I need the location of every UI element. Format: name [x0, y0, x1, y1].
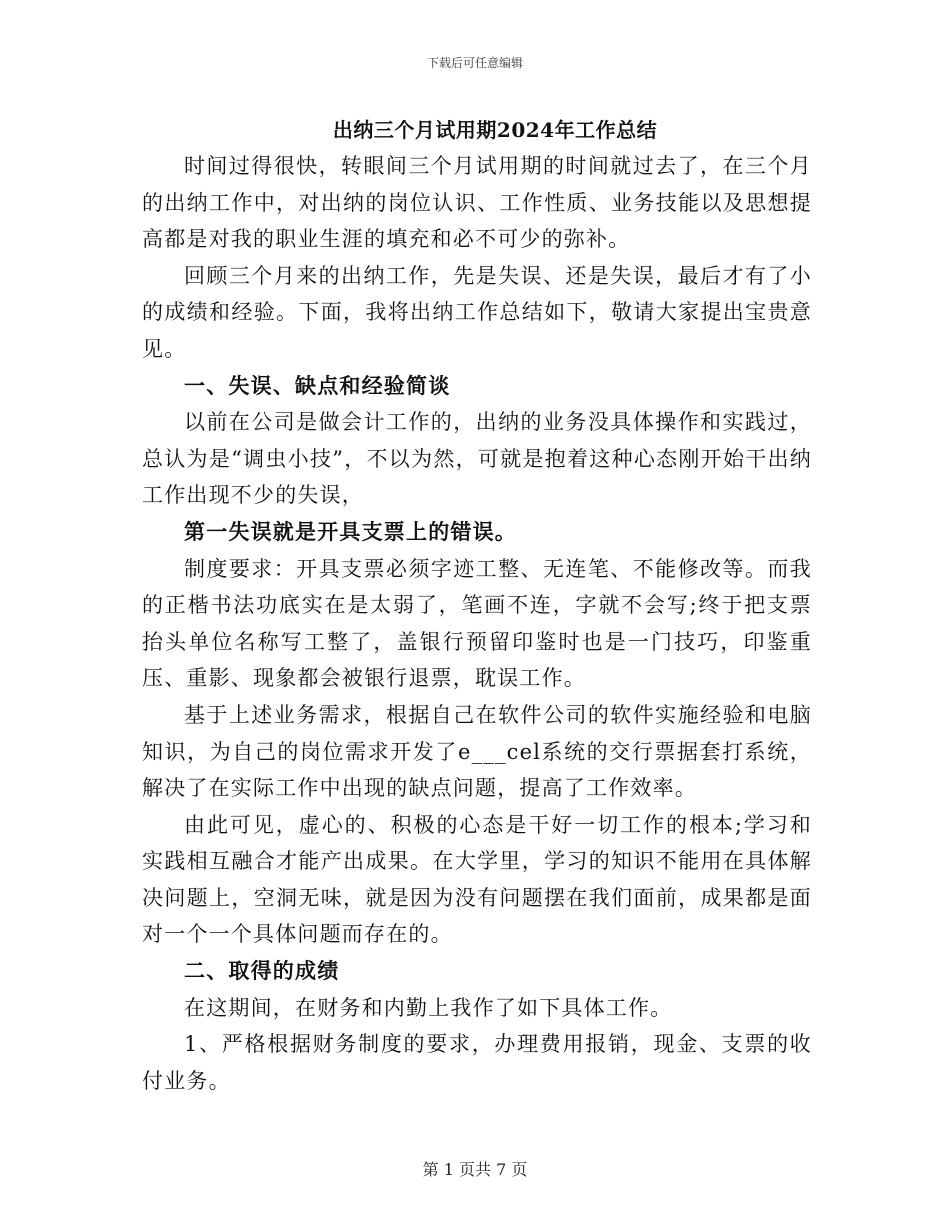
- subheading-first-mistake: 第一失误就是开具支票上的错误。: [184, 518, 517, 544]
- page-number: 第 1 页共 7 页: [422, 1160, 528, 1179]
- intro-paragraph: 时间过得很快，转眼间三个月试用期的时间就过去了，在三个月的出纳工作中，对出纳的岗位认识、工作性质、业务技能以及思想提高都是对我的职业生涯的填充和必不可少的弥补。: [142, 154, 812, 252]
- background-paragraph: 以前在公司是做会计工作的，出纳的业务没具体操作和实践过，总认为是“调虫小技”，不以为然，可就是抱着这种心态刚开始干出纳工作出现不少的失误，: [142, 410, 812, 508]
- solution-paragraph: 基于上述业务需求，根据自己在软件公司的软件实施经验和电脑知识，为自己的岗位需求开发了e___cel系统的交行票据套打系统，解决了在实际工作中出现的缺点问题，提高了工作效率。: [142, 702, 812, 801]
- header-note: 下载后可任意编辑: [426, 56, 523, 70]
- work-intro-paragraph: 在这期间，在财务和内勤上我作了如下具体工作。: [184, 995, 673, 1020]
- conclusion-paragraph: 由此可见，虚心的、积极的心态是干好一切工作的根本;学习和实践相互融合才能产出成果。在大学里，学习的知识不能用在具体解决问题上，空洞无味，就是因为没有问题摆在我们面前，成果都是面对一个一个具体问题而存在的。: [142, 812, 812, 947]
- document-body: [142, 148, 812, 1099]
- review-paragraph: 回顾三个月来的出纳工作，先是失误、还是失误，最后才有了小的成绩和经验。下面，我将出纳工作总结如下，敬请大家提出宝贵意见。: [142, 263, 812, 361]
- section-heading-mistakes: 一、失误、缺点和经验简谈: [184, 372, 451, 398]
- section-heading-achievements: 二、取得的成绩: [184, 958, 340, 984]
- document-title: 出纳三个月试用期2024年工作总结: [332, 118, 658, 142]
- regulation-paragraph: 制度要求：开具支票必须字迹工整、无连笔、不能修改等。而我的正楷书法功底实在是太弱了，笔画不连，字就不会写;终于把支票抬头单位名称写工整了，盖银行预留印鉴时也是一门技巧，印鉴重压、重影、现象都会被银行退票，耽误工作。: [142, 556, 812, 691]
- work-item-1: 1、严格根据财务制度的要求，办理费用报销，现金、支票的收付业务。: [142, 1032, 812, 1093]
